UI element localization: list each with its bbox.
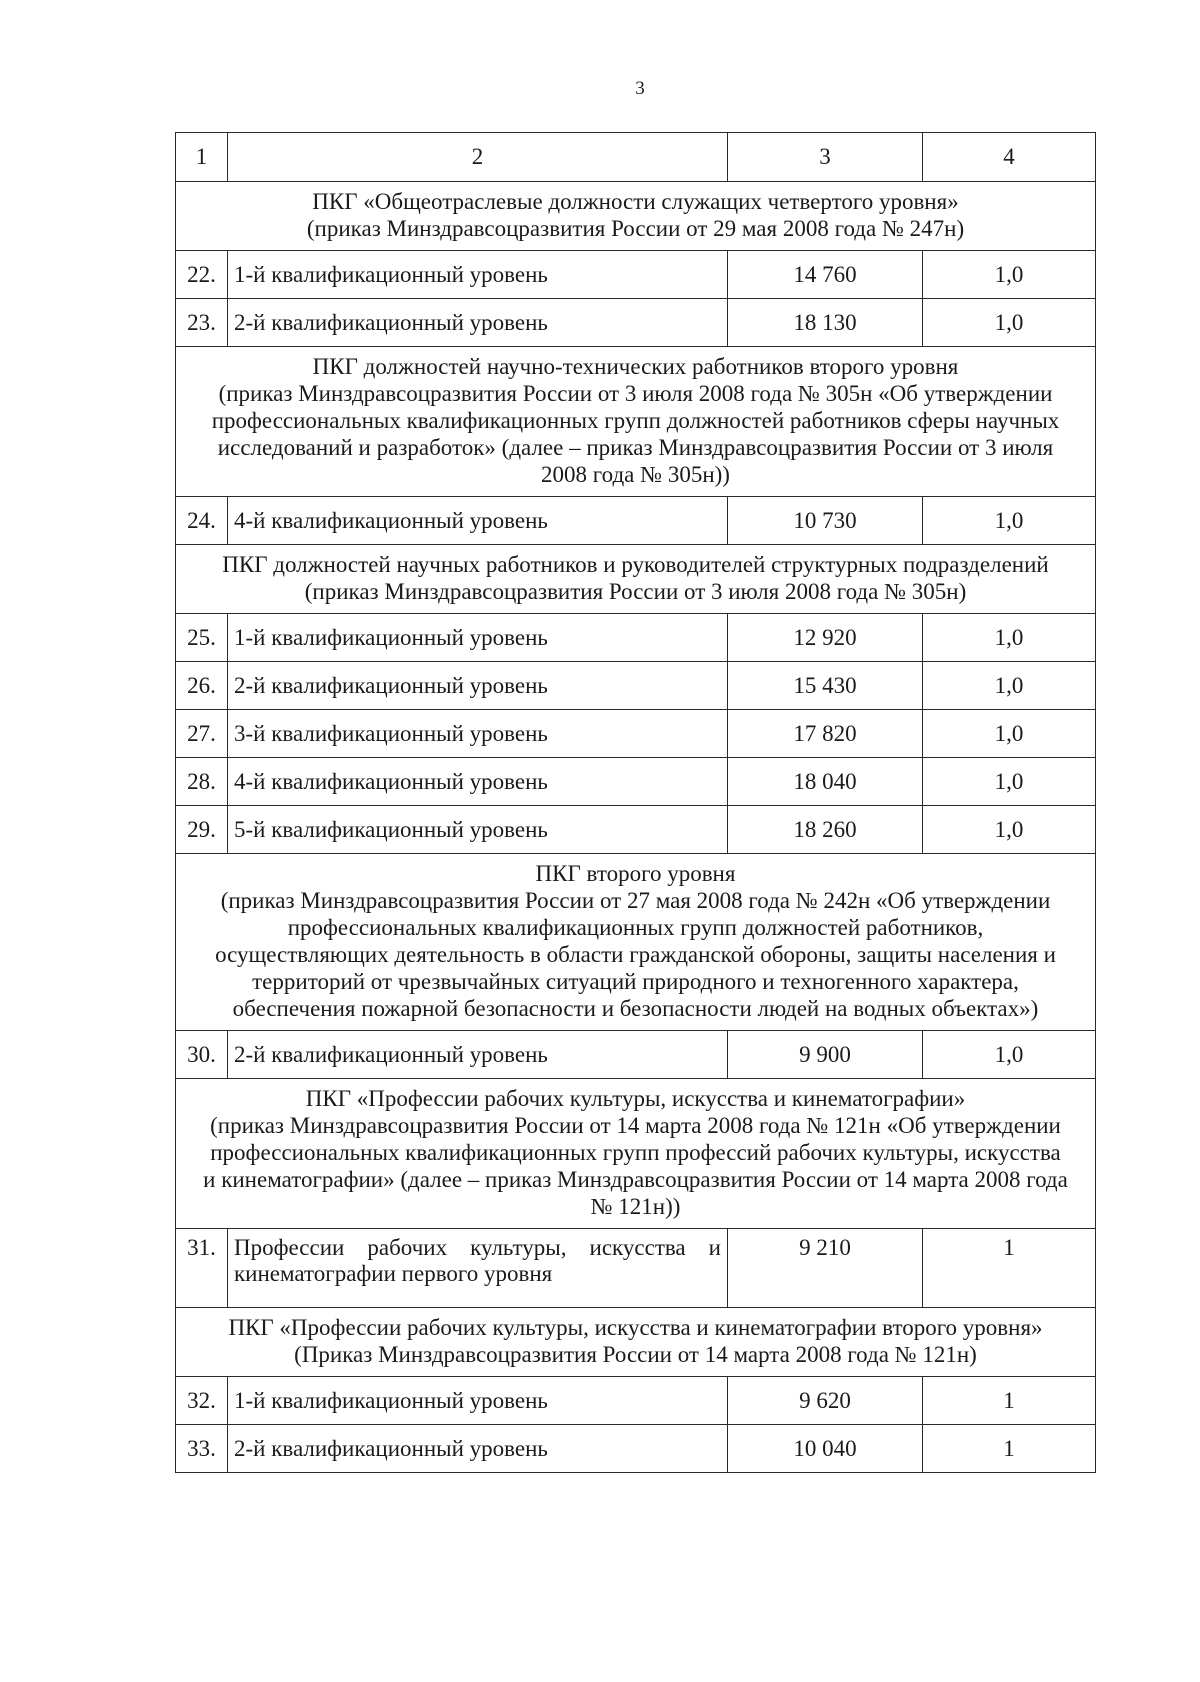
section-header-line: профессиональных квалификационных групп должностей работников сферы научных xyxy=(211,408,1060,433)
section-header-line: ПКГ «Профессии рабочих культуры, искусства и кинематографии второго уровня» xyxy=(228,1315,1043,1340)
table-row xyxy=(176,299,1096,347)
coefficient: 1,0 xyxy=(923,299,1096,347)
coefficient: 1,0 xyxy=(923,251,1096,299)
coefficient: 1 xyxy=(923,1377,1096,1425)
qualification-level: 2-й квалификационный уровень xyxy=(228,1425,728,1473)
qualification-level: 3-й квалификационный уровень xyxy=(228,710,728,758)
section-header-line: № 121н)) xyxy=(590,1194,681,1219)
column-number-4: 4 xyxy=(923,133,1096,182)
section-header-line: профессиональных квалификационных групп должностей работников, xyxy=(287,915,984,940)
row-number: 22. xyxy=(176,251,228,299)
section-header-line: (приказ Минздравсоцразвития России от 14 марта 2008 года № 121н «Об утверждении xyxy=(210,1113,1061,1138)
coefficient: 1,0 xyxy=(923,614,1096,662)
row-number: 30. xyxy=(176,1031,228,1079)
section-header-row xyxy=(176,347,1096,497)
column-number-2: 2 xyxy=(228,133,728,182)
section-header-line: (приказ Минздравсоцразвития России от 29 мая 2008 года № 247н) xyxy=(306,216,965,241)
column-number-3: 3 xyxy=(728,133,923,182)
row-number: 23. xyxy=(176,299,228,347)
table-row xyxy=(176,1425,1096,1473)
qualification-level: 4-й квалификационный уровень xyxy=(228,497,728,545)
table-row xyxy=(176,806,1096,854)
section-header xyxy=(176,854,1096,1031)
section-header-line: и кинематографии» (далее – приказ Минздравсоцразвития России от 14 марта 2008 года xyxy=(203,1167,1068,1192)
row-number: 29. xyxy=(176,806,228,854)
base-salary: 12 920 xyxy=(728,614,923,662)
table-row xyxy=(176,614,1096,662)
salary-table xyxy=(175,132,1096,1473)
section-header-line: ПКГ второго уровня xyxy=(535,861,736,886)
section-header-line: ПКГ «Профессии рабочих культуры, искусства и кинематографии» xyxy=(305,1086,966,1111)
table-body xyxy=(176,133,1096,1473)
section-header xyxy=(176,347,1096,497)
qualification-level: 2-й квалификационный уровень xyxy=(228,662,728,710)
table-row xyxy=(176,662,1096,710)
column-number-1: 1 xyxy=(176,133,228,182)
section-header xyxy=(176,1079,1096,1229)
section-header-line: ПКГ должностей научных работников и руководителей структурных подразделений xyxy=(222,552,1049,577)
coefficient: 1,0 xyxy=(923,497,1096,545)
table-row xyxy=(176,497,1096,545)
section-header-line: 2008 года № 305н)) xyxy=(541,462,730,487)
table-row xyxy=(176,251,1096,299)
qualification-level: 1-й квалификационный уровень xyxy=(228,251,728,299)
section-header-row xyxy=(176,1079,1096,1229)
base-salary: 9 900 xyxy=(728,1031,923,1079)
qualification-level: 2-й квалификационный уровень xyxy=(228,299,728,347)
qualification-level: 4-й квалификационный уровень xyxy=(228,758,728,806)
section-header-row xyxy=(176,854,1096,1031)
base-salary: 14 760 xyxy=(728,251,923,299)
table-row xyxy=(176,758,1096,806)
table-row xyxy=(176,710,1096,758)
section-header-line: (Приказ Минздравсоцразвития России от 14 марта 2008 года № 121н) xyxy=(294,1342,977,1367)
base-salary: 10 730 xyxy=(728,497,923,545)
coefficient: 1 xyxy=(923,1229,1096,1308)
row-number: 25. xyxy=(176,614,228,662)
section-header-line: (приказ Минздравсоцразвития России от 3 июля 2008 года № 305н) xyxy=(304,579,967,604)
qualification-level: 5-й квалификационный уровень xyxy=(228,806,728,854)
base-salary: 15 430 xyxy=(728,662,923,710)
coefficient: 1,0 xyxy=(923,662,1096,710)
coefficient: 1,0 xyxy=(923,710,1096,758)
section-header-line: (приказ Минздравсоцразвития России от 27 мая 2008 года № 242н «Об утверждении xyxy=(220,888,1051,913)
table-row xyxy=(176,1031,1096,1079)
coefficient: 1,0 xyxy=(923,806,1096,854)
qualification-level: 1-й квалификационный уровень xyxy=(228,614,728,662)
section-header-line: профессиональных квалификационных групп профессий рабочих культуры, искусства xyxy=(210,1140,1061,1165)
section-header xyxy=(176,182,1096,251)
coefficient: 1 xyxy=(923,1425,1096,1473)
section-header-line: территорий от чрезвычайных ситуаций природного и техногенного характера, xyxy=(252,969,1019,994)
column-number-row xyxy=(176,133,1096,182)
row-number: 26. xyxy=(176,662,228,710)
row-number: 28. xyxy=(176,758,228,806)
section-header-line: ПКГ должностей научно-технических работников второго уровня xyxy=(312,354,959,379)
row-number: 31. xyxy=(176,1229,228,1308)
section-header-line: осуществляющих деятельность в области гражданской обороны, защиты населения и xyxy=(215,942,1056,967)
section-header-line: обеспечения пожарной безопасности и безопасности людей на водных объектах») xyxy=(232,996,1039,1021)
section-header-row xyxy=(176,1308,1096,1377)
base-salary: 18 130 xyxy=(728,299,923,347)
table-row xyxy=(176,1229,1096,1308)
table-row xyxy=(176,1377,1096,1425)
coefficient: 1,0 xyxy=(923,758,1096,806)
row-number: 27. xyxy=(176,710,228,758)
qualification-level: 2-й квалификационный уровень xyxy=(228,1031,728,1079)
base-salary: 9 210 xyxy=(728,1229,923,1308)
row-number: 32. xyxy=(176,1377,228,1425)
section-header xyxy=(176,1308,1096,1377)
qualification-level: 1-й квалификационный уровень xyxy=(228,1377,728,1425)
base-salary: 17 820 xyxy=(728,710,923,758)
section-header-row xyxy=(176,182,1096,251)
base-salary: 18 040 xyxy=(728,758,923,806)
section-header-line: исследований и разработок» (далее – приказ Минздравсоцразвития России от 3 июля xyxy=(217,435,1054,460)
section-header xyxy=(176,545,1096,614)
section-header-line: (приказ Минздравсоцразвития России от 3 июля 2008 года № 305н «Об утверждении xyxy=(218,381,1053,406)
base-salary: 10 040 xyxy=(728,1425,923,1473)
coefficient: 1,0 xyxy=(923,1031,1096,1079)
row-number: 24. xyxy=(176,497,228,545)
base-salary: 9 620 xyxy=(728,1377,923,1425)
page-number: 3 xyxy=(635,78,645,99)
base-salary: 18 260 xyxy=(728,806,923,854)
section-header-line: ПКГ «Общеотраслевые должности служащих четвертого уровня» xyxy=(312,189,959,214)
qualification-level: Профессии рабочих культуры, искусства и кинематографии первого уровня xyxy=(228,1229,728,1308)
section-header-row xyxy=(176,545,1096,614)
row-number: 33. xyxy=(176,1425,228,1473)
